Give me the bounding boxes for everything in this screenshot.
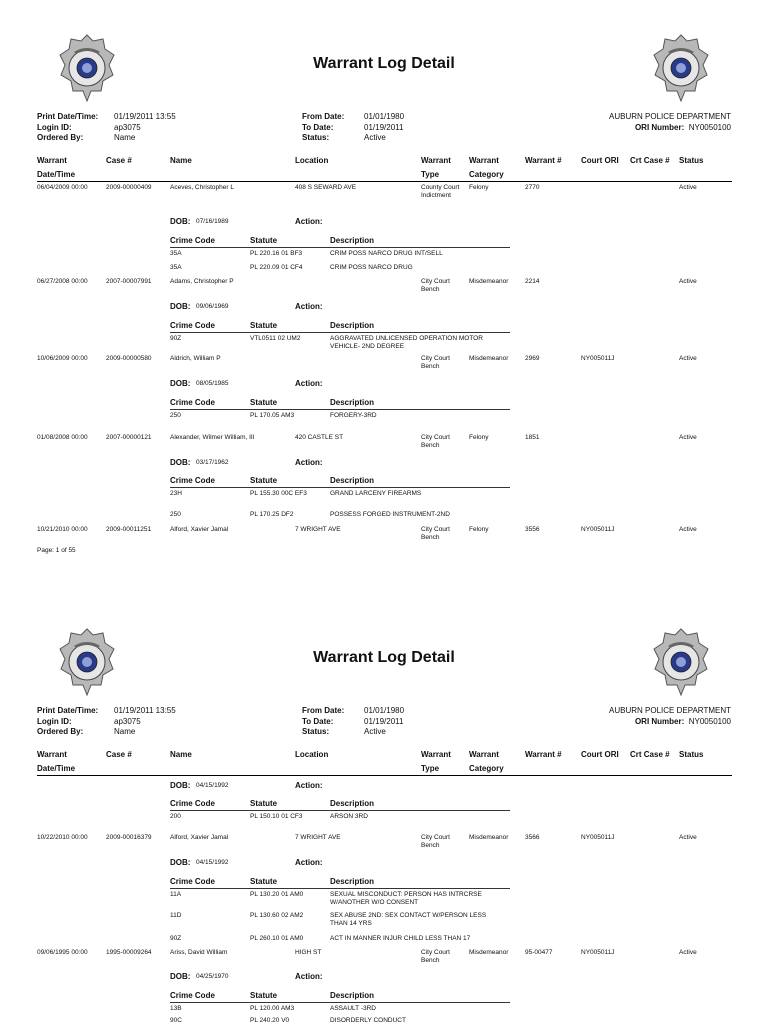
col-court-ori: Court ORI bbox=[581, 156, 619, 165]
crime-code: 250 bbox=[170, 412, 181, 419]
action-label: Action: bbox=[295, 458, 323, 467]
statute-header: Statute bbox=[250, 476, 278, 485]
to-label: To Date: bbox=[302, 123, 334, 132]
crime-description: ACT IN MANNER INJUR CHILD LESS THAN 17 bbox=[330, 935, 471, 942]
col-warrant: Warrant bbox=[37, 750, 67, 759]
record-status: Active bbox=[679, 526, 697, 533]
col-status: Status bbox=[679, 156, 704, 165]
crime-statute: PL 120.00 AM3 bbox=[250, 1005, 295, 1012]
col-type: Warrant bbox=[421, 750, 451, 759]
login-label: Login ID: bbox=[37, 717, 72, 726]
crime-divider bbox=[170, 332, 510, 333]
report-page-2 bbox=[0, 594, 768, 1024]
record-type: City Court Bench bbox=[421, 434, 450, 449]
crime-code-header: Crime Code bbox=[170, 476, 215, 485]
crime-description: FORGERY-3RD bbox=[330, 412, 377, 419]
crime-code: 90C bbox=[170, 1017, 182, 1024]
col-datetime: Date/Time bbox=[37, 764, 76, 773]
action-label: Action: bbox=[295, 379, 323, 388]
ordered-value: Name bbox=[114, 133, 136, 142]
crime-description: SEX ABUSE 2ND: SEX CONTACT W/PERSON LESS THAN 14 YRS bbox=[330, 912, 487, 927]
col-category: Warrant bbox=[469, 156, 499, 165]
ori-number: ORI Number: NY0050100 bbox=[634, 717, 731, 726]
dob-value: 03/17/1962 bbox=[196, 459, 229, 466]
print-value: 01/19/2011 13:55 bbox=[114, 706, 176, 715]
dob-label: DOB: bbox=[170, 302, 191, 311]
crime-description: GRAND LARCENY FIREARMS bbox=[330, 490, 422, 497]
crime-code-header: Crime Code bbox=[170, 236, 215, 245]
statute-header: Statute bbox=[250, 398, 278, 407]
description-header: Description bbox=[330, 236, 375, 245]
record-type: City Court Bench bbox=[421, 355, 450, 370]
ordered-label: Ordered By: bbox=[37, 133, 84, 142]
col-case: Case # bbox=[106, 156, 132, 165]
description-header: Description bbox=[330, 991, 375, 1000]
record-status: Active bbox=[679, 278, 697, 285]
record-name: Alexander, Wilmer William, III bbox=[170, 434, 255, 441]
dob-label: DOB: bbox=[170, 217, 191, 226]
description-header: Description bbox=[330, 321, 375, 330]
record-court-ori: NY005011J bbox=[581, 526, 615, 533]
crime-statute: PL 155.30 00C EF3 bbox=[250, 490, 307, 497]
statute-header: Statute bbox=[250, 991, 278, 1000]
crime-description: ARSON 3RD bbox=[330, 813, 368, 820]
record-court-ori: NY005011J bbox=[581, 834, 615, 841]
crime-code-header: Crime Code bbox=[170, 398, 215, 407]
col-status: Status bbox=[679, 750, 704, 759]
crime-code-header: Crime Code bbox=[170, 877, 215, 886]
print-label: Print Date/Time: bbox=[37, 112, 99, 121]
dob-label: DOB: bbox=[170, 858, 191, 867]
crime-divider bbox=[170, 487, 510, 488]
record-location: 408 S SEWARD AVE bbox=[295, 184, 357, 191]
record-case: 2007-00000121 bbox=[106, 434, 152, 441]
record-date: 10/21/2010 00:00 bbox=[37, 526, 88, 533]
statute-header: Statute bbox=[250, 799, 278, 808]
status-value: Active bbox=[364, 727, 386, 736]
action-label: Action: bbox=[295, 858, 323, 867]
record-court-ori: NY005011J bbox=[581, 949, 615, 956]
record-category: Felony bbox=[469, 526, 489, 533]
record-status: Active bbox=[679, 355, 697, 362]
crime-divider bbox=[170, 888, 510, 889]
crime-description: ASSAULT -3RD bbox=[330, 1005, 376, 1012]
crime-statute: PL 130.60 02 AM2 bbox=[250, 912, 304, 919]
status-label: Status: bbox=[302, 133, 330, 142]
action-label: Action: bbox=[295, 972, 323, 981]
header-divider bbox=[37, 775, 732, 776]
crime-code: 23H bbox=[170, 490, 182, 497]
dob-value: 04/15/1992 bbox=[196, 782, 229, 789]
crime-code-header: Crime Code bbox=[170, 991, 215, 1000]
record-warrant-num: 2214 bbox=[525, 278, 540, 285]
record-category: Misdemeanor bbox=[469, 355, 509, 362]
dob-label: DOB: bbox=[170, 458, 191, 467]
record-name: Aceves, Christopher L bbox=[170, 184, 234, 191]
dob-value: 04/15/1992 bbox=[196, 859, 229, 866]
col-name: Name bbox=[170, 750, 192, 759]
crime-description: DISORDERLY CONDUCT bbox=[330, 1017, 406, 1024]
crime-divider bbox=[170, 1002, 510, 1003]
record-status: Active bbox=[679, 434, 697, 441]
record-date: 10/22/2010 00:00 bbox=[37, 834, 88, 841]
crime-statute: PL 170.05 AM3 bbox=[250, 412, 295, 419]
crime-code-header: Crime Code bbox=[170, 799, 215, 808]
statute-header: Statute bbox=[250, 877, 278, 886]
record-case: 1995-00009264 bbox=[106, 949, 152, 956]
col-case: Case # bbox=[106, 750, 132, 759]
crime-divider bbox=[170, 810, 510, 811]
col-category2: Category bbox=[469, 764, 504, 773]
report-title: Warrant Log Detail bbox=[313, 649, 455, 666]
record-warrant-num: 1851 bbox=[525, 434, 540, 441]
record-name: Adams, Christopher P bbox=[170, 278, 234, 285]
print-label: Print Date/Time: bbox=[37, 706, 99, 715]
crime-description: AGGRAVATED UNLICENSED OPERATION MOTOR VEHICLE- 2ND DEGREE bbox=[330, 335, 483, 350]
record-status: Active bbox=[679, 184, 697, 191]
login-value: ap3075 bbox=[114, 717, 141, 726]
record-warrant-num: 95-00477 bbox=[525, 949, 553, 956]
record-warrant-num: 2770 bbox=[525, 184, 540, 191]
page-number: Page: 1 of 55 bbox=[37, 547, 76, 554]
crime-code: 11A bbox=[170, 891, 182, 898]
crime-statute: PL 150.10 01 CF3 bbox=[250, 813, 303, 820]
action-label: Action: bbox=[295, 302, 323, 311]
record-name: Alford, Xavier Jamal bbox=[170, 526, 229, 533]
crime-statute: PL 220.16 01 BF3 bbox=[250, 250, 303, 257]
ordered-label: Ordered By: bbox=[37, 727, 84, 736]
from-value: 01/01/1980 bbox=[364, 112, 405, 121]
record-name: Aldrich, William P bbox=[170, 355, 221, 362]
to-label: To Date: bbox=[302, 717, 334, 726]
record-case: 2009-00011251 bbox=[106, 526, 152, 533]
col-location: Location bbox=[295, 750, 329, 759]
record-type: City Court Bench bbox=[421, 834, 450, 849]
col-name: Name bbox=[170, 156, 192, 165]
description-header: Description bbox=[330, 877, 375, 886]
to-value: 01/19/2011 bbox=[364, 717, 404, 726]
crime-description: SEXUAL MISCONDUCT: PERSON HAS INTRCRSE W/ANOTHER W/O CONSENT bbox=[330, 891, 482, 906]
dob-value: 09/06/1969 bbox=[196, 303, 229, 310]
record-date: 10/06/2009 00:00 bbox=[37, 355, 88, 362]
record-court-ori: NY005011J bbox=[581, 355, 615, 362]
col-category2: Category bbox=[469, 170, 504, 179]
crime-code: 90Z bbox=[170, 935, 182, 942]
description-header: Description bbox=[330, 799, 375, 808]
col-category: Warrant bbox=[469, 750, 499, 759]
record-date: 06/27/2008 00:00 bbox=[37, 278, 88, 285]
ordered-value: Name bbox=[114, 727, 136, 736]
col-crt-case: Crt Case # bbox=[630, 750, 670, 759]
crime-code: 13B bbox=[170, 1005, 182, 1012]
crime-statute: VTL0511 02 UM2 bbox=[250, 335, 301, 342]
dob-label: DOB: bbox=[170, 781, 191, 790]
from-value: 01/01/1980 bbox=[364, 706, 405, 715]
crime-code: 90Z bbox=[170, 335, 182, 342]
record-warrant-num: 2969 bbox=[525, 355, 540, 362]
record-location: 7 WRIGHT AVE bbox=[295, 526, 341, 533]
dob-label: DOB: bbox=[170, 379, 191, 388]
crime-statute: PL 240.20 V0 bbox=[250, 1017, 290, 1024]
from-label: From Date: bbox=[302, 112, 345, 121]
record-type: County Court Indictment bbox=[421, 184, 460, 199]
crime-code-header: Crime Code bbox=[170, 321, 215, 330]
record-type: City Court Bench bbox=[421, 526, 450, 541]
record-category: Misdemeanor bbox=[469, 834, 509, 841]
record-case: 2009-00000580 bbox=[106, 355, 152, 362]
record-status: Active bbox=[679, 834, 697, 841]
col-type2: Type bbox=[421, 764, 440, 773]
crime-divider bbox=[170, 247, 510, 248]
dob-value: 07/16/1989 bbox=[196, 218, 229, 225]
record-location: HIGH ST bbox=[295, 949, 322, 956]
crime-code: 11D bbox=[170, 912, 182, 919]
action-label: Action: bbox=[295, 781, 323, 790]
login-value: ap3075 bbox=[114, 123, 141, 132]
record-type: City Court Bench bbox=[421, 949, 450, 964]
record-category: Felony bbox=[469, 434, 489, 441]
ori-number: ORI Number: NY0050100 bbox=[634, 123, 731, 132]
record-name: Ariss, David William bbox=[170, 949, 228, 956]
col-type2: Type bbox=[421, 170, 440, 179]
crime-description: CRIM POSS NARCO DRUG bbox=[330, 264, 413, 271]
record-warrant-num: 3556 bbox=[525, 526, 540, 533]
print-value: 01/19/2011 13:55 bbox=[114, 112, 176, 121]
record-warrant-num: 3566 bbox=[525, 834, 540, 841]
dob-value: 08/05/1985 bbox=[196, 380, 229, 387]
report-title: Warrant Log Detail bbox=[313, 55, 455, 72]
crime-statute: PL 170.25 DF2 bbox=[250, 511, 294, 518]
action-label: Action: bbox=[295, 217, 323, 226]
status-value: Active bbox=[364, 133, 386, 142]
record-name: Alford, Xavier Jamal bbox=[170, 834, 229, 841]
record-location: 7 WRIGHT AVE bbox=[295, 834, 341, 841]
col-court-ori: Court ORI bbox=[581, 750, 619, 759]
crime-description: CRIM POSS NARCO DRUG INT/SELL bbox=[330, 250, 443, 257]
record-case: 2007-00007991 bbox=[106, 278, 152, 285]
record-status: Active bbox=[679, 949, 697, 956]
crime-statute: PL 220.09 01 CF4 bbox=[250, 264, 303, 271]
statute-header: Statute bbox=[250, 321, 278, 330]
dob-label: DOB: bbox=[170, 972, 191, 981]
crime-code: 250 bbox=[170, 511, 181, 518]
to-value: 01/19/2011 bbox=[364, 123, 404, 132]
record-location: 420 CASTLE ST bbox=[295, 434, 344, 441]
record-date: 01/08/2008 00:00 bbox=[37, 434, 88, 441]
status-label: Status: bbox=[302, 727, 330, 736]
col-warrant: Warrant bbox=[37, 156, 67, 165]
record-type: City Court Bench bbox=[421, 278, 450, 293]
dob-value: 04/25/1970 bbox=[196, 973, 229, 980]
record-category: Misdemeanor bbox=[469, 278, 509, 285]
crime-description: POSSESS FORGED INSTRUMENT-2ND bbox=[330, 511, 450, 518]
record-category: Misdemeanor bbox=[469, 949, 509, 956]
crime-code: 35A bbox=[170, 250, 182, 257]
col-type: Warrant bbox=[421, 156, 451, 165]
col-warrant-num: Warrant # bbox=[525, 750, 562, 759]
crime-code: 200 bbox=[170, 813, 181, 820]
from-label: From Date: bbox=[302, 706, 345, 715]
col-crt-case: Crt Case # bbox=[630, 156, 670, 165]
col-location: Location bbox=[295, 156, 329, 165]
login-label: Login ID: bbox=[37, 123, 72, 132]
col-warrant-num: Warrant # bbox=[525, 156, 562, 165]
crime-statute: PL 130.20 01 AM0 bbox=[250, 891, 304, 898]
header-divider bbox=[37, 181, 732, 182]
crime-statute: PL 260.10 01 AM0 bbox=[250, 935, 304, 942]
record-date: 06/04/2009 00:00 bbox=[37, 184, 88, 191]
statute-header: Statute bbox=[250, 236, 278, 245]
record-date: 09/06/1995 00:00 bbox=[37, 949, 88, 956]
crime-divider bbox=[170, 409, 510, 410]
record-case: 2009-00016379 bbox=[106, 834, 152, 841]
crime-code: 35A bbox=[170, 264, 182, 271]
department-name: AUBURN POLICE DEPARTMENT bbox=[609, 112, 731, 121]
record-case: 2009-00000409 bbox=[106, 184, 152, 191]
col-datetime: Date/Time bbox=[37, 170, 76, 179]
department-name: AUBURN POLICE DEPARTMENT bbox=[609, 706, 731, 715]
record-category: Felony bbox=[469, 184, 489, 191]
description-header: Description bbox=[330, 476, 375, 485]
description-header: Description bbox=[330, 398, 375, 407]
